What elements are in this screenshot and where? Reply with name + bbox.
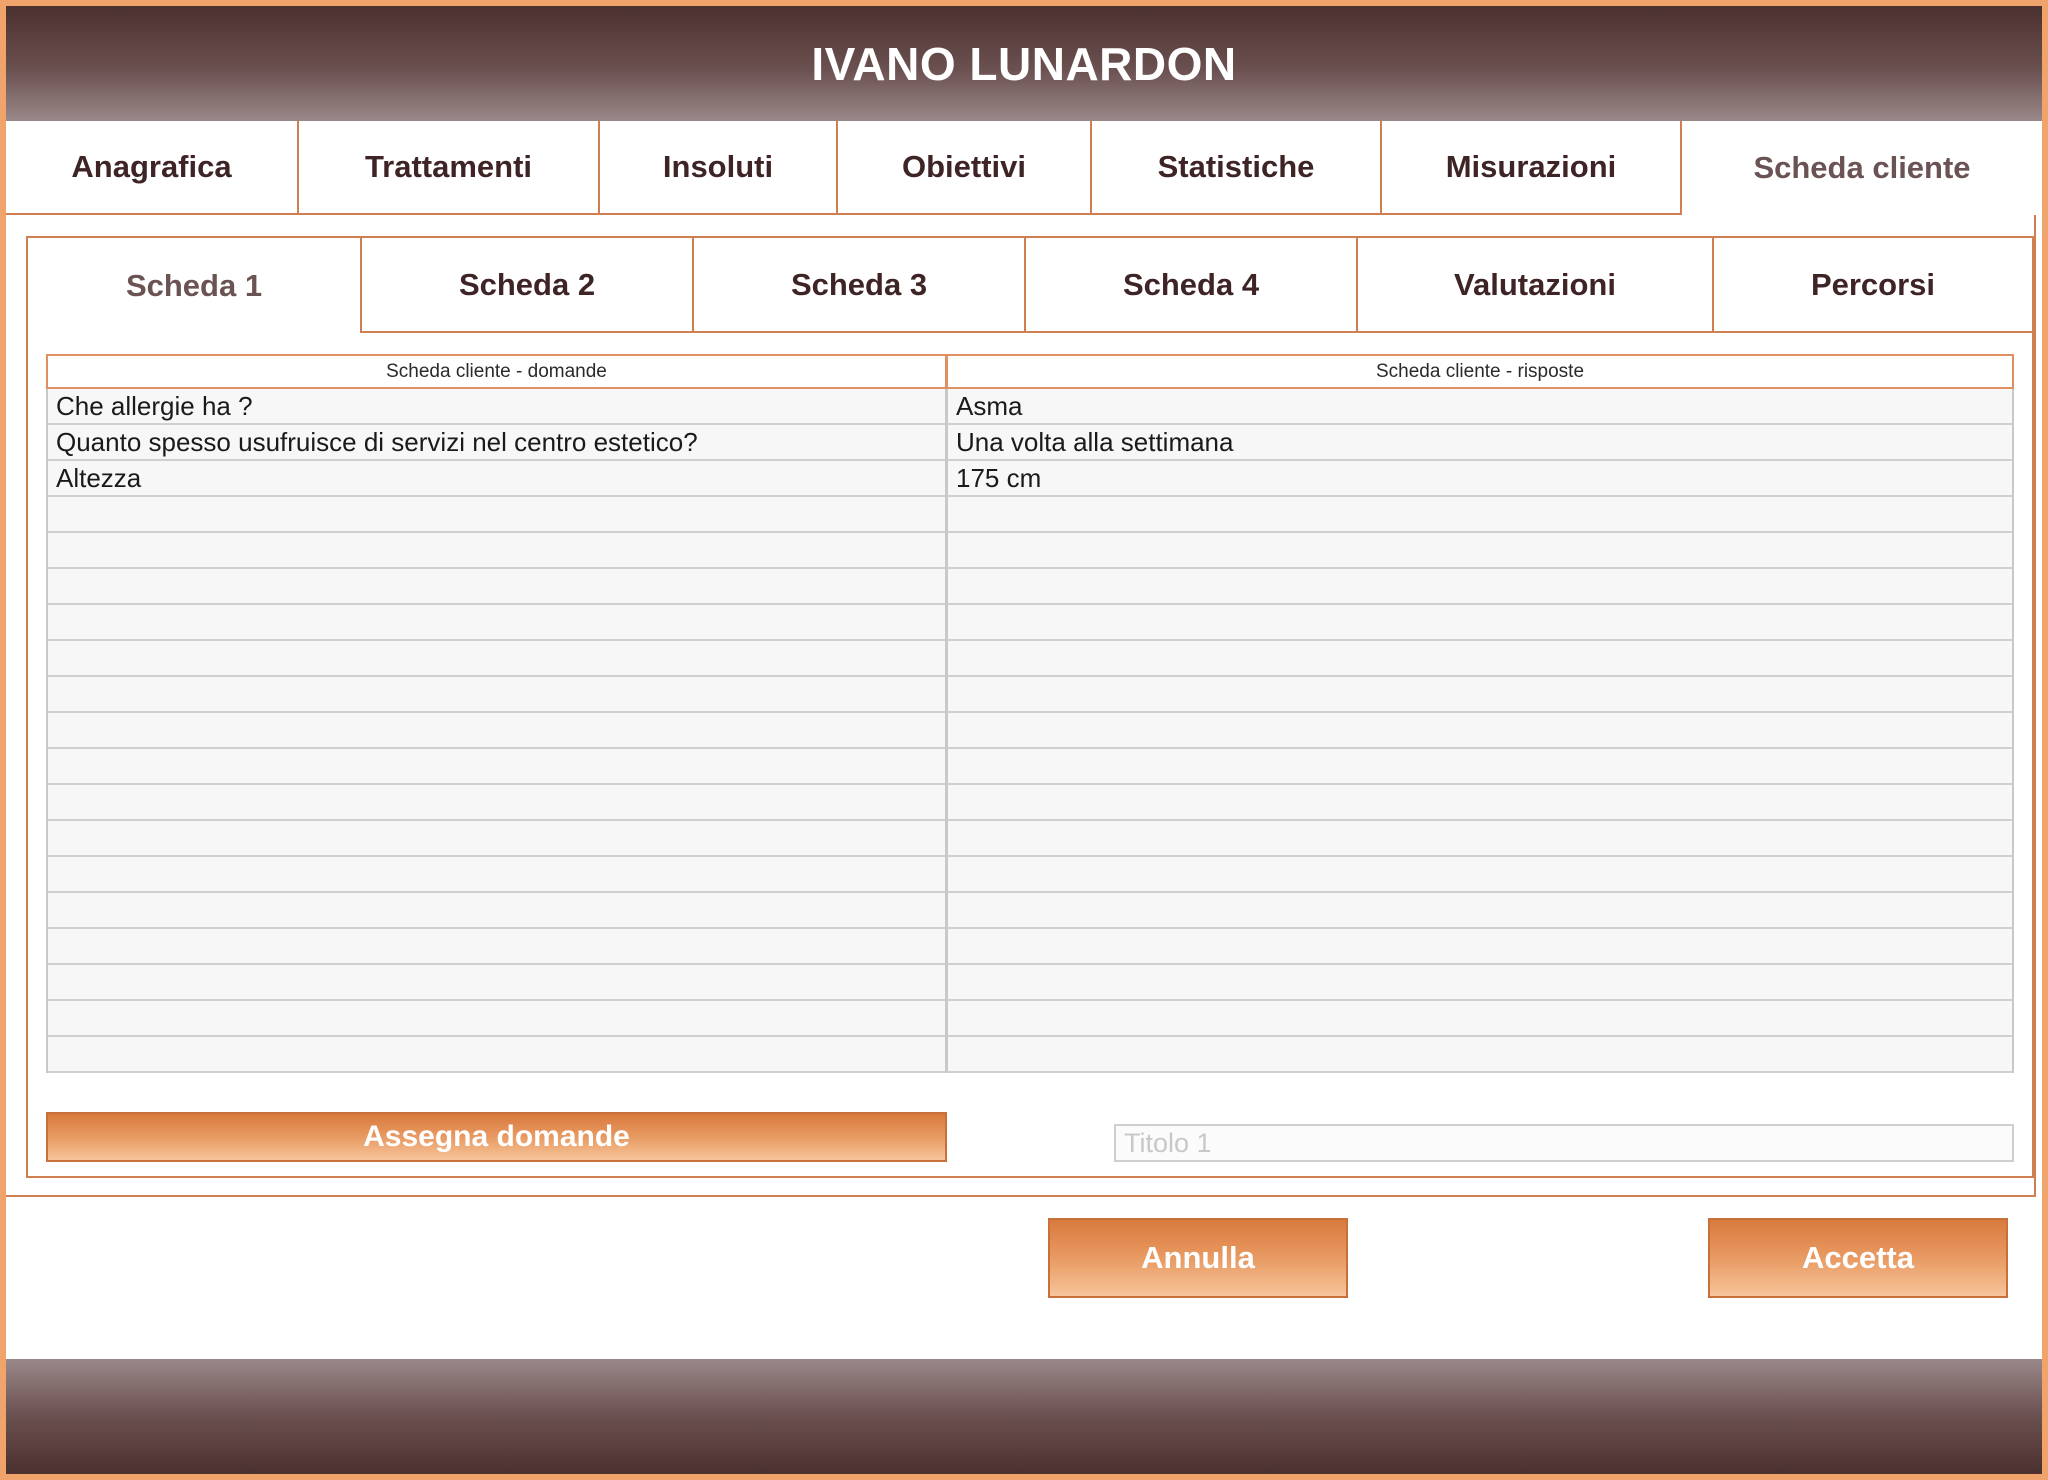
question-row[interactable] xyxy=(48,749,945,785)
question-row[interactable] xyxy=(48,677,945,713)
answer-row[interactable] xyxy=(948,605,2012,641)
questions-column-header: Scheda cliente - domande xyxy=(46,354,947,389)
question-row[interactable]: Altezza xyxy=(48,461,945,497)
tab-misurazioni[interactable]: Misurazioni xyxy=(1382,121,1682,215)
question-row[interactable] xyxy=(48,1037,945,1073)
sub-tab-bar xyxy=(28,238,2032,333)
answer-row[interactable] xyxy=(948,965,2012,1001)
answer-row[interactable]: Asma xyxy=(948,389,2012,425)
question-row[interactable]: Che allergie ha ? xyxy=(48,389,945,425)
tab-valutazioni[interactable]: Valutazioni xyxy=(1356,238,1712,333)
answer-row[interactable] xyxy=(948,533,2012,569)
answers-column-header: Scheda cliente - risposte xyxy=(946,354,2014,389)
answer-row[interactable] xyxy=(948,713,2012,749)
answer-row[interactable] xyxy=(948,785,2012,821)
answer-row[interactable] xyxy=(948,821,2012,857)
question-row[interactable] xyxy=(48,641,945,677)
title-input[interactable] xyxy=(1114,1124,2014,1162)
tab-trattamenti[interactable]: Trattamenti xyxy=(299,121,600,215)
main-tab-bar xyxy=(6,121,2042,215)
tab-percorsi[interactable]: Percorsi xyxy=(1712,238,2032,333)
question-row[interactable]: Quanto spesso usufruisce di servizi nel centro estetico? xyxy=(48,425,945,461)
tab-anagrafica[interactable]: Anagrafica xyxy=(6,121,299,215)
question-row[interactable] xyxy=(48,821,945,857)
question-row[interactable] xyxy=(48,713,945,749)
answer-row[interactable] xyxy=(948,569,2012,605)
answers-list xyxy=(946,389,2014,1073)
tab-statistiche[interactable]: Statistiche xyxy=(1092,121,1382,215)
assign-questions-button[interactable]: Assegna domande xyxy=(46,1112,947,1162)
cancel-button[interactable]: Annulla xyxy=(1048,1218,1348,1298)
question-row[interactable] xyxy=(48,785,945,821)
question-row[interactable] xyxy=(48,929,945,965)
tab-scheda-3[interactable]: Scheda 3 xyxy=(692,238,1024,333)
question-row[interactable] xyxy=(48,497,945,533)
header-bar xyxy=(6,6,2042,121)
answer-row[interactable] xyxy=(948,857,2012,893)
question-row[interactable] xyxy=(48,569,945,605)
question-row[interactable] xyxy=(48,605,945,641)
answer-row[interactable]: Una volta alla settimana xyxy=(948,425,2012,461)
answer-row[interactable] xyxy=(948,641,2012,677)
answer-row[interactable] xyxy=(948,1037,2012,1073)
tab-obiettivi[interactable]: Obiettivi xyxy=(838,121,1092,215)
question-row[interactable] xyxy=(48,965,945,1001)
answer-row[interactable] xyxy=(948,893,2012,929)
accept-button[interactable]: Accetta xyxy=(1708,1218,2008,1298)
client-name-title: IVANO LUNARDON xyxy=(811,37,1237,90)
answer-row[interactable] xyxy=(948,929,2012,965)
tab-scheda-4[interactable]: Scheda 4 xyxy=(1024,238,1356,333)
answer-row[interactable] xyxy=(948,1001,2012,1037)
question-row[interactable] xyxy=(48,857,945,893)
tab-scheda-2[interactable]: Scheda 2 xyxy=(360,238,692,333)
question-row[interactable] xyxy=(48,893,945,929)
question-row[interactable] xyxy=(48,1001,945,1037)
tab-insoluti[interactable]: Insoluti xyxy=(600,121,838,215)
tab-scheda-1[interactable]: Scheda 1 xyxy=(125,267,263,303)
answer-row[interactable]: 175 cm xyxy=(948,461,2012,497)
answer-row[interactable] xyxy=(948,497,2012,533)
questions-list xyxy=(46,389,947,1073)
footer-bar xyxy=(6,1359,2042,1474)
answer-row[interactable] xyxy=(948,749,2012,785)
answer-row[interactable] xyxy=(948,677,2012,713)
tab-scheda-cliente[interactable]: Scheda cliente xyxy=(1682,121,2042,215)
question-row[interactable] xyxy=(48,533,945,569)
